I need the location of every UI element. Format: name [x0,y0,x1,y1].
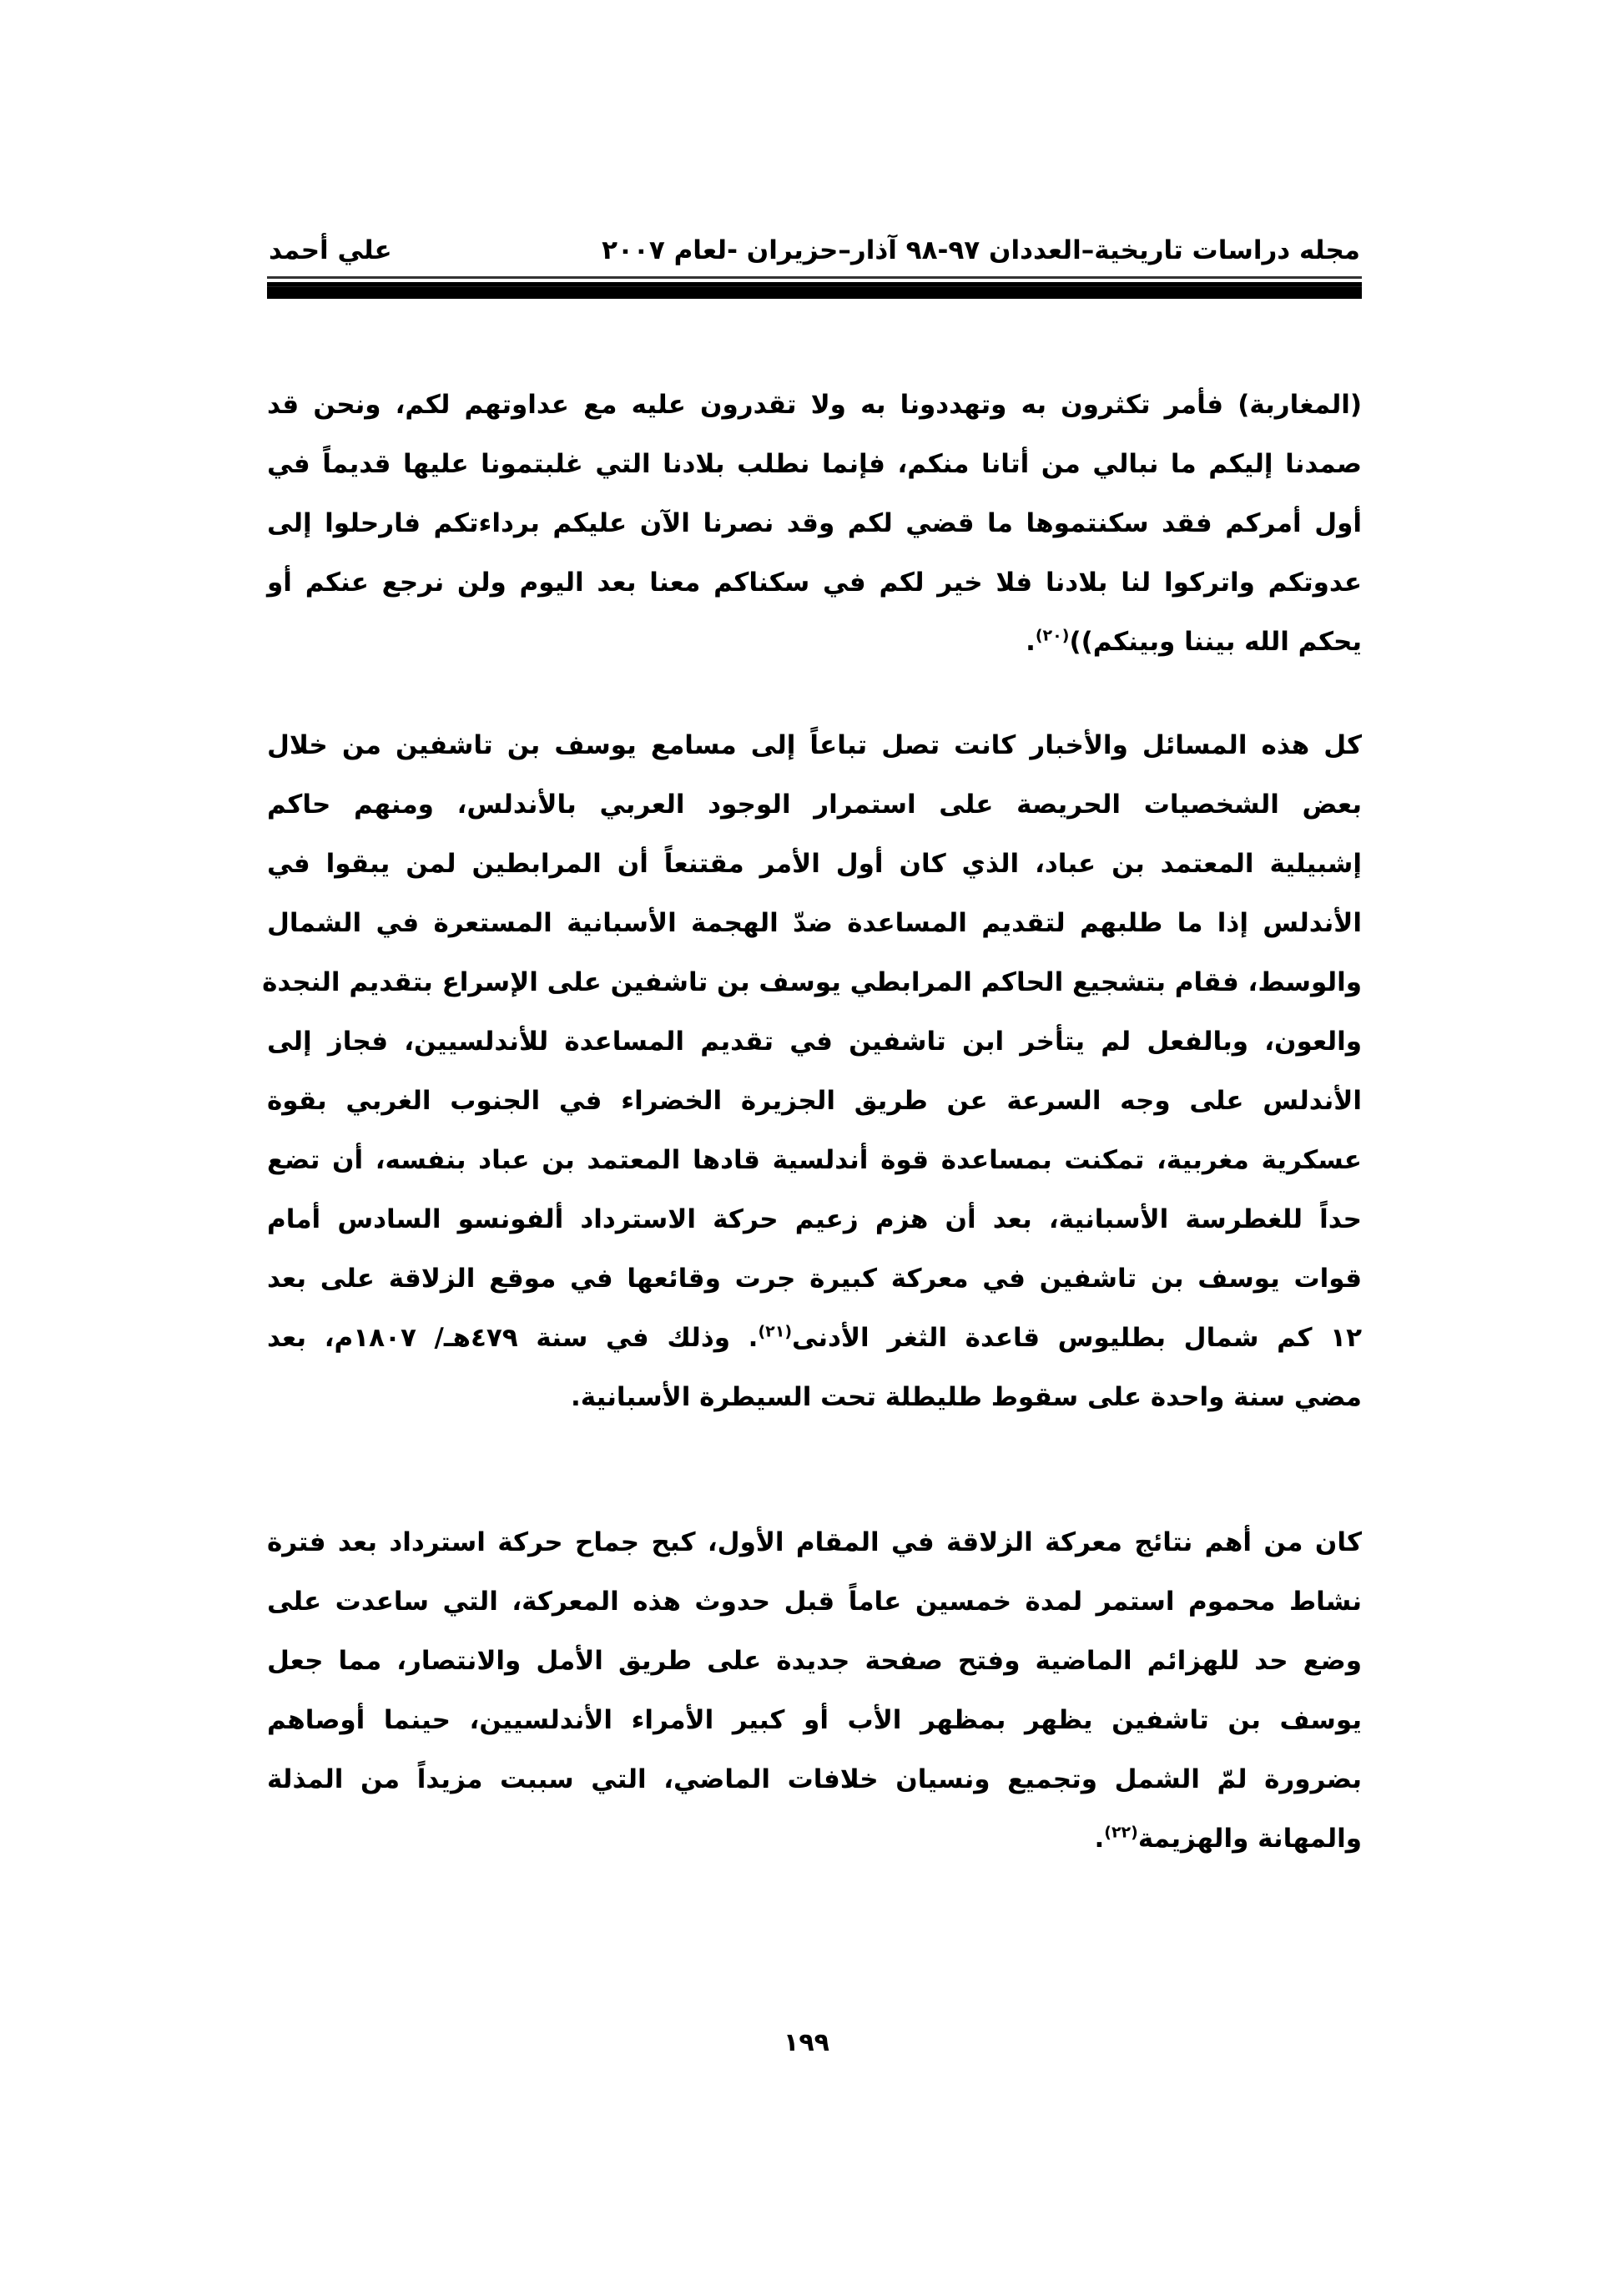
line-text: والعون، وبالفعل لم يتأخر ابن تاشفين في تقديم المساعدة للأندلسيين، فجاز إلى [267,1027,1362,1057]
text-line [267,376,1362,435]
paragraph-1 [267,376,1362,672]
line-text: حداً للغطرسة الأسبانية، بعد أن هزم زعيم حركة الاسترداد ألفونسو السادس أمام [267,1204,1362,1234]
line-text: بضرورة لمّ الشمل وتجميع ونسيان خلافات الماضي، التي سببت مزيداً من المذلة [267,1764,1362,1794]
line-text: نشاط محموم استمر لمدة خمسين عاماً قبل حدوث هذه المعركة، التي ساعدت على [267,1587,1362,1617]
text-line [267,1072,1362,1131]
line-text: وضع حد للهزائم الماضية وفتح صفحة جديدة على طريق الأمل والانتصار، مما جعل [267,1646,1362,1676]
text-line [267,835,1362,894]
line-text: كل هذه المسائل والأخبار كانت تصل تباعاً إلى مسامع يوسف بن تاشفين من خلال [267,730,1362,760]
line-text: يوسف بن تاشفين يظهر بمظهر الأب أو كبير الأمراء الأندلسيين، حينما أوصاهم [267,1705,1362,1735]
text-line [267,1513,1362,1572]
line-text: قوات يوسف بن تاشفين في معركة كبيرة جرت وقائعها في موقع الزلاقة على بعد [267,1264,1362,1294]
header-rule-thin [267,276,1362,279]
line-text: صمدنا إليكم ما نبالي من أتانا منكم، فإنما نطلب بلادنا التي غلبتمونا عليها قديماً في [267,449,1362,479]
line-text: كان من أهم نتائج معركة الزلاقة في المقام الأول، كبح جماح حركة استرداد بعد فترة [267,1527,1362,1557]
line-text-after-note: . [1026,627,1036,657]
line-text: الأندلس إذا ما طلبهم لتقديم المساعدة ضدّ الهجمة الأسبانية المستعرة في الشمال [267,908,1362,938]
paragraph-3 [267,1513,1362,1869]
page-number: ١٩٩ [784,2028,829,2057]
line-text: إشبيلية المعتمد بن عباد، الذي كان أول الأمر مقتنعاً أن المرابطين لمن يبقوا في [267,849,1362,879]
header-rule [267,282,1362,299]
line-text: عدوتكم واتركوا لنا بلادنا فلا خير لكم في سكناكم معنا بعد اليوم ولن نرجع عنكم أو [267,568,1362,598]
line-text: الأندلس على وجه السرعة عن طريق الجزيرة الخضراء في الجنوب الغربي بقوة [267,1086,1362,1116]
text-line [267,775,1362,835]
line-text-after-note: . [1094,1824,1105,1854]
author-header: علي أحمد [269,235,392,265]
text-line [267,716,1362,775]
footnote-ref[interactable]: (٢٢) [1104,1823,1138,1842]
line-text: يحكم الله بيننا وبينكم)) [1069,627,1362,657]
text-line [267,894,1362,953]
paragraph-2 [262,716,1362,1427]
line-text: والمهانة والهزيمة [1137,1824,1362,1854]
journal-header: مجله دراسات تاريخية–العددان ٩٧-٩٨ آذار–حزيران -لعام ٢٠٠٧ [602,235,1360,265]
text-line [267,1691,1362,1750]
line-text: أول أمركم فقد سكنتموها ما قضي لكم وقد نصرنا الآن عليكم برداءتكم فارحلوا إلى [267,508,1362,538]
text-line [267,1632,1362,1691]
line-text-after-note: . وذلك في سنة ٤٧٩هـ/ ١٨٠٧م، بعد [267,1323,759,1353]
text-line [262,953,1362,1012]
text-line [267,1809,1362,1869]
text-line [267,1012,1362,1072]
line-text: مضي سنة واحدة على سقوط طليطلة تحت السيطرة الأسبانية. [570,1382,1362,1412]
text-line [267,1309,1362,1368]
text-line [267,1249,1362,1309]
line-text: عسكرية مغربية، تمكنت بمساعدة قوة أندلسية قادها المعتمد بن عباد بنفسه، أن تضع [267,1145,1362,1175]
text-line [267,1131,1362,1190]
line-text: (المغاربة) فأمر تكثرون به وتهددونا به ولا تقدرون عليه مع عداوتهم لكم، ونحن قد [267,390,1362,420]
text-line [267,435,1362,494]
text-line [267,613,1362,672]
text-line [267,553,1362,613]
text-line [267,1750,1362,1809]
text-line [267,1368,1362,1427]
line-text: والوسط، فقام بتشجيع الحاكم المرابطي يوسف بن تاشفين على الإسراع بتقديم النجدة [262,967,1362,997]
text-line [267,1190,1362,1249]
line-text: بعض الشخصيات الحريصة على استمرار الوجود العربي بالأندلس، ومنهم حاكم [267,790,1362,820]
footnote-ref[interactable]: (٢١) [758,1322,793,1341]
text-line [267,494,1362,553]
text-line [267,1572,1362,1632]
footnote-ref[interactable]: (٢٠) [1035,626,1070,645]
line-text: ١٢ كم شمال بطليوس قاعدة الثغر الأدنى [792,1323,1362,1353]
